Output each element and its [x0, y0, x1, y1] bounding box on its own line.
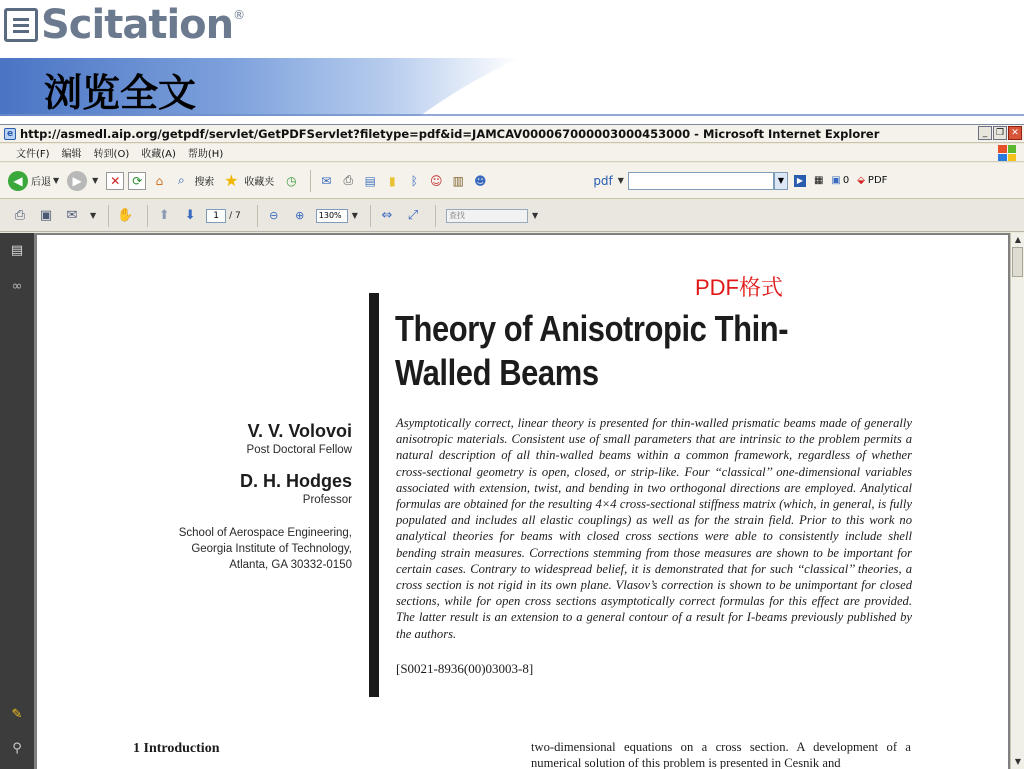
find-input[interactable]: 查找	[446, 209, 528, 223]
fit-page-icon[interactable]: ⤢	[407, 208, 419, 223]
page-total: / 7	[229, 210, 241, 221]
scroll-up-icon[interactable]: ▲	[1014, 235, 1022, 244]
page-up-icon[interactable]: ⬆	[158, 208, 170, 223]
page-down-icon[interactable]: ⬇	[184, 208, 196, 223]
paper-title: Theory of Anisotropic Thin-Walled Beams	[395, 308, 789, 393]
restore-icon[interactable]: ❐	[993, 126, 1007, 140]
pdf-search-input[interactable]	[628, 172, 774, 190]
toolbar-divider	[147, 205, 148, 227]
left-navigation-rail	[0, 233, 34, 769]
counter	[831, 175, 849, 186]
history-icon[interactable]: ◷	[286, 173, 297, 188]
pdf-viewer	[0, 233, 1024, 769]
pdf-page	[37, 235, 1008, 769]
menu-file[interactable]: 文件(F)	[16, 149, 50, 160]
scrollbar-thumb[interactable]	[1012, 247, 1023, 277]
window-titlebar[interactable]	[0, 125, 1024, 143]
back-label: 后退	[31, 177, 51, 188]
toolbar-divider	[108, 205, 109, 227]
pdf-search-label: pdf	[593, 173, 613, 188]
menu-edit[interactable]: 编辑	[61, 149, 82, 160]
star-icon: ★	[224, 171, 239, 190]
slide-header	[0, 0, 1024, 120]
chevron-down-icon[interactable]: ▼	[53, 176, 60, 185]
abstract-code: [S0021-8936(00)03003-8]	[396, 661, 534, 676]
close-icon[interactable]: ✕	[1008, 126, 1022, 140]
attachment-icon[interactable]: ⚲	[12, 741, 22, 756]
menu-goto[interactable]: 转到(O)	[93, 149, 130, 160]
back-button[interactable]	[8, 171, 59, 191]
forward-arrow-icon: ▶	[67, 171, 87, 191]
toolbar-divider	[257, 205, 258, 227]
mail-icon[interactable]: ✉	[321, 173, 332, 188]
browser-window	[0, 124, 1024, 768]
forward-button[interactable]	[67, 171, 98, 191]
pdf-button[interactable]	[857, 175, 887, 186]
zoom-input[interactable]: 130%	[316, 209, 348, 223]
chevron-down-icon[interactable]: ▼	[531, 211, 539, 220]
author-affiliation: School of Aerospace Engineering, Georgia Institute of Technology, Atlanta, GA 30332-0150	[178, 527, 352, 571]
hand-tool-icon[interactable]: ✋	[117, 208, 134, 223]
favorites-button[interactable]	[222, 172, 274, 190]
title-rule	[369, 293, 379, 697]
pages-icon[interactable]: ▤	[10, 243, 24, 258]
chevron-down-icon[interactable]: ▼	[90, 211, 97, 220]
pdf-format-label: PDF格式	[695, 275, 784, 300]
stop-icon[interactable]: ✕	[106, 172, 124, 190]
folder-icon[interactable]: ▮	[389, 173, 396, 188]
search-button[interactable]	[172, 172, 214, 190]
refresh-icon[interactable]: ⟳	[128, 172, 146, 190]
chevron-down-icon[interactable]: ▼	[774, 172, 788, 190]
favorites-label: 收藏夹	[244, 177, 275, 188]
scitation-logo	[4, 2, 245, 48]
bluetooth-icon[interactable]: ᛒ	[410, 173, 418, 188]
research-icon[interactable]: ▥	[452, 173, 464, 188]
comments-icon[interactable]: ✎	[11, 707, 23, 722]
menu-help[interactable]: 帮助(H)	[187, 149, 224, 160]
window-title: http://asmedl.aip.org/getpdf/servlet/GetPDFServlet?filetype=pdf&id=JAMCAV000067000003000453000 - Microsoft Internet Explorer	[20, 126, 880, 141]
toolbar-divider	[370, 205, 371, 227]
save-icon[interactable]: ▣	[39, 208, 53, 223]
page-number-input[interactable]: 1	[206, 209, 226, 223]
pdf-toolbar	[0, 200, 1024, 232]
zoom-in-icon[interactable]: ⊕	[295, 209, 305, 222]
chevron-down-icon[interactable]: ▼	[617, 176, 624, 185]
back-arrow-icon: ◀	[8, 171, 28, 191]
share-icon[interactable]: ✉	[66, 208, 78, 223]
go-button[interactable]	[794, 175, 806, 187]
scroll-down-icon[interactable]: ▼	[1014, 757, 1022, 766]
author-role: Post Doctoral Fellow	[246, 444, 352, 456]
print-icon[interactable]: ⎙	[14, 208, 26, 223]
body-text-column-2: two-dimensional equations on a cross section. A development of a numerical solution of this problem is presented in Cesnik and	[531, 740, 911, 769]
registered-mark: ®	[233, 8, 246, 22]
menu-bar	[0, 144, 1024, 162]
arrow-right-icon: ▶	[794, 175, 806, 187]
window-controls	[978, 126, 1022, 140]
vertical-scrollbar[interactable]	[1010, 233, 1024, 769]
zoom-out-icon[interactable]: ⊖	[269, 209, 279, 222]
author-name: D. H. Hodges	[239, 471, 352, 491]
toolbar-divider	[310, 170, 311, 192]
logo-text: Scitation	[41, 2, 234, 48]
messenger-icon[interactable]: ☺	[430, 173, 443, 188]
minimize-icon[interactable]: _	[978, 126, 992, 140]
slide-title: 浏览全文	[44, 70, 197, 115]
pdf-search-bar	[593, 172, 895, 190]
search-label: 搜索	[194, 177, 215, 188]
user-icon[interactable]: ☻	[474, 173, 487, 188]
author-name: V. V. Volovoi	[247, 421, 352, 441]
browser-toolbar	[0, 163, 1024, 199]
chevron-down-icon[interactable]: ▼	[92, 176, 99, 185]
author-role: Professor	[302, 494, 352, 506]
doc-count-icon: ▣	[831, 175, 841, 186]
windows-logo-icon	[998, 145, 1016, 161]
toolbar-divider	[435, 205, 436, 227]
ie-page-icon: e	[4, 128, 16, 140]
view-icon[interactable]: ▦	[813, 175, 824, 186]
section-heading: 1 Introduction	[133, 741, 220, 756]
pdf-button-label: PDF	[867, 175, 888, 186]
abstract-text: Asymptotically correct, linear theory is presented for thin-walled prismatic beams made of generally anisotropic materials. Consistent use of small parameters that are intrinsic to the problem permits a natural description of all thin-walled beams within a common framework, regardless of whether cross-sectional geometry is open, closed, or strip-like. Four ‘‘classical’’ one-dimensional variables associated with extension, twist, and bending in two orthogonal directions are employed. Analytical formulas are obtained for the resulting 4×4 cross-sectional stiffness matrix (which, in general, is fully populated and includes all elastic couplings) as well as for the strain field. Prior to this work no analytical theories for beams with closed cross sections were able to consistently include shell bending strain measures. Corrections stemming from those measures are shown to be important for certain cases. Contrary to widespread belief, it is demonstrated that for such ‘‘classical’’ theories, a cross section is not rigid in its own plane. Vlasov’s correction is shown to be unimportant for closed sections, while for open cross sections asymptotically correct formulas for this effect are provided. The latter result is an extension to a general contour of a result for I-beams previously published by the authors.	[396, 416, 912, 641]
chevron-down-icon[interactable]: ▼	[351, 211, 358, 220]
binoculars-icon[interactable]: ∞	[11, 279, 23, 294]
menu-favorites[interactable]: 收藏(A)	[141, 149, 176, 160]
document-icon	[4, 8, 38, 42]
fit-width-icon[interactable]: ⇔	[381, 208, 393, 223]
edit-icon[interactable]: ▤	[364, 173, 376, 188]
search-icon: ⌕	[177, 173, 185, 187]
pdf-count: 0	[842, 175, 850, 186]
home-icon[interactable]: ⌂	[155, 173, 164, 188]
pdf-logo-icon: ⬙	[857, 175, 865, 186]
print-icon[interactable]: ⎙	[343, 173, 354, 187]
